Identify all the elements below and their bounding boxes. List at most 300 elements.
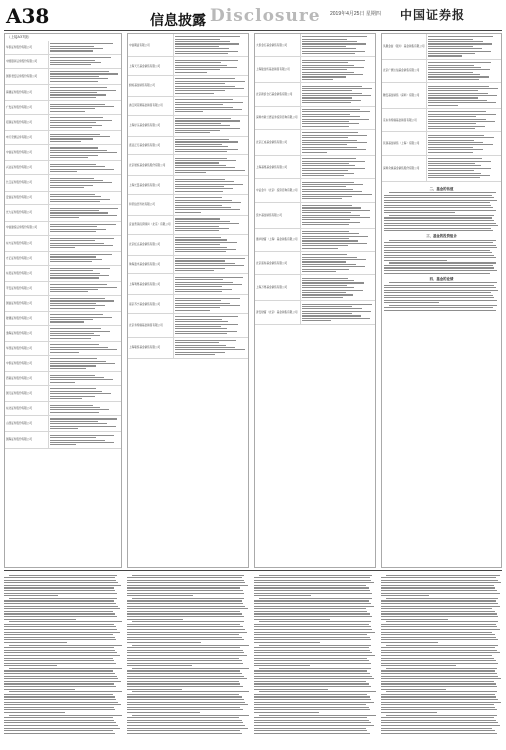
agency-name: 中泰证券股份有限公司 [5, 356, 49, 371]
agency-contact-info [49, 192, 121, 205]
text-line [9, 598, 118, 599]
text-line [386, 715, 497, 716]
text-line [381, 642, 438, 643]
text-line [175, 263, 235, 264]
text-line [50, 106, 114, 107]
agency-name: 诺亚正行基金销售有限公司 [128, 137, 174, 155]
text-line [175, 65, 228, 66]
text-line [4, 683, 114, 684]
text-line [386, 598, 499, 599]
text-line [9, 645, 122, 646]
agency-contact-info [49, 145, 121, 160]
section-title-en: Disclosure [210, 6, 321, 26]
text-line [302, 186, 347, 187]
text-line [50, 152, 116, 153]
text-line [50, 287, 116, 288]
text-line [50, 284, 107, 285]
text-line [428, 48, 482, 49]
section-heading: 四、基金的业绩 [429, 276, 454, 281]
text-line [175, 258, 245, 259]
text-line [428, 90, 478, 91]
text-line [50, 238, 114, 239]
text-line [254, 681, 366, 682]
agency-contact-info [49, 282, 121, 295]
text-line [175, 279, 224, 280]
text-line [4, 637, 115, 638]
text-line [50, 328, 101, 329]
text-line [254, 663, 371, 664]
text-line [254, 650, 370, 651]
text-line [50, 196, 101, 197]
text-line [428, 126, 485, 127]
text-line [302, 74, 364, 75]
text-line [302, 231, 350, 232]
text-line [386, 575, 500, 576]
agency-name: 北京虹点基金销售有限公司 [128, 235, 174, 255]
text-line [50, 199, 110, 200]
text-line [302, 217, 370, 218]
text-line [384, 200, 497, 201]
text-line [428, 43, 492, 44]
text-line [302, 41, 357, 42]
text-line [50, 166, 105, 167]
text-line [127, 652, 244, 653]
text-line [381, 665, 456, 666]
agency-contact-info [174, 274, 248, 294]
text-line [50, 212, 108, 213]
text-line [302, 72, 354, 73]
text-line [302, 278, 348, 279]
text-line [175, 340, 237, 341]
text-line [428, 55, 462, 56]
text-line [381, 603, 498, 604]
text-line [4, 712, 65, 713]
text-line [428, 168, 490, 169]
agency-name: 深圳市新兰德证券投资咨询有限公司 [255, 107, 301, 129]
text-line [175, 316, 239, 317]
text-line [302, 240, 358, 241]
text-line [254, 580, 371, 581]
text-line [175, 132, 210, 133]
text-line [254, 629, 372, 630]
agency-name: 国信证券股份有限公司 [5, 296, 49, 311]
text-line [381, 624, 496, 625]
text-line [4, 707, 114, 708]
agency-row [5, 69, 121, 85]
agency-name: 大泰金石基金销售有限公司 [255, 34, 301, 56]
text-line [254, 619, 330, 620]
text-line [50, 194, 95, 195]
agency-name: 南京苏宁基金销售有限公司 [128, 295, 174, 313]
text-line [175, 342, 220, 343]
text-line [50, 268, 109, 269]
text-line [132, 598, 244, 599]
agency-contact-info [427, 34, 501, 59]
agency-name: 北京广源达信基金销售有限公司 [382, 60, 427, 82]
text-line [127, 694, 239, 695]
text-line [50, 164, 96, 165]
text-line [302, 243, 368, 244]
text-line [254, 595, 311, 596]
agency-row [382, 109, 501, 132]
agency-row [128, 314, 248, 337]
text-line [175, 223, 239, 224]
agency-row [5, 115, 121, 131]
agency-row [5, 402, 121, 416]
text-line [50, 363, 115, 364]
agency-name: 珠海盈米基金销售有限公司 [128, 256, 174, 274]
text-line [175, 93, 215, 94]
text-line [302, 53, 356, 54]
text-line [4, 590, 115, 591]
text-line [4, 606, 118, 607]
text-line [384, 290, 498, 291]
text-line [127, 730, 240, 731]
agency-contact-info [427, 156, 501, 181]
text-line [428, 67, 480, 68]
text-line [127, 619, 183, 620]
text-line [302, 137, 348, 138]
text-line [175, 111, 203, 112]
agency-contact-info [49, 416, 121, 431]
agency-name: 招商证券股份有限公司 [5, 115, 49, 130]
text-line [50, 243, 104, 244]
text-line [381, 585, 494, 586]
text-line [254, 652, 372, 653]
text-line [50, 426, 116, 427]
text-line [50, 247, 75, 248]
text-line [127, 707, 240, 708]
text-line [9, 691, 122, 692]
text-line [4, 728, 120, 729]
text-line [127, 712, 200, 713]
text-line [175, 125, 231, 126]
text-line [175, 352, 226, 353]
text-line [381, 704, 494, 705]
text-line [4, 619, 76, 620]
text-line [132, 575, 244, 576]
text-line [127, 686, 243, 687]
text-line [50, 254, 112, 255]
text-line [428, 177, 480, 178]
text-line [127, 650, 243, 651]
text-line [302, 261, 347, 262]
text-line [50, 421, 98, 422]
text-line [50, 407, 100, 408]
text-line [127, 683, 240, 684]
text-line [302, 198, 343, 199]
text-line [254, 676, 372, 677]
text-line [384, 247, 497, 248]
text-line [4, 699, 116, 700]
text-line [302, 271, 336, 272]
agency-contact-info [49, 266, 121, 281]
text-line [50, 46, 94, 47]
text-line [254, 658, 367, 659]
agency-row [255, 57, 375, 83]
text-line [175, 333, 227, 334]
agency-contact-info [174, 216, 248, 234]
text-line [175, 205, 222, 206]
agency-row [382, 34, 501, 60]
text-line [4, 709, 115, 710]
page-header [0, 0, 506, 30]
text-line [127, 670, 240, 671]
text-line [381, 702, 501, 703]
agency-row [128, 76, 248, 97]
text-line [381, 699, 498, 700]
text-line [4, 642, 67, 643]
text-line [50, 122, 95, 123]
text-line [175, 179, 225, 180]
text-line [4, 717, 113, 718]
text-line [302, 100, 361, 101]
text-line [4, 634, 113, 635]
text-line [175, 62, 221, 63]
text-line [384, 307, 493, 308]
agency-row [5, 432, 121, 448]
text-line [302, 142, 367, 143]
agency-name: 长江证券股份有限公司 [5, 175, 49, 190]
text-line [175, 197, 223, 198]
text-line [50, 256, 95, 257]
text-line [50, 440, 105, 441]
text-line [127, 600, 242, 601]
agency-contact-info [301, 252, 375, 274]
text-line [127, 608, 248, 609]
text-line [381, 678, 501, 679]
text-line [302, 259, 366, 260]
text-line [175, 41, 230, 42]
text-line [50, 182, 112, 183]
agency-contact-info [49, 41, 121, 54]
text-line [384, 225, 498, 226]
agency-row [128, 338, 248, 359]
text-line [302, 161, 366, 162]
text-line [384, 255, 494, 256]
agency-row [255, 107, 375, 130]
text-line [50, 217, 79, 218]
text-line [381, 717, 494, 718]
agency-contact-info [301, 275, 375, 300]
text-line [50, 231, 96, 232]
text-line [381, 728, 492, 729]
agency-row [255, 275, 375, 301]
text-line [254, 616, 372, 617]
agency-name: 深圳众禄基金销售股份有限公司 [382, 156, 427, 181]
text-line [384, 297, 494, 298]
text-line [50, 90, 116, 91]
text-line [50, 409, 109, 410]
text-line [302, 62, 348, 63]
text-line [175, 118, 231, 119]
text-line [50, 375, 95, 376]
text-line [381, 725, 500, 726]
text-line [175, 209, 241, 210]
text-line [50, 305, 105, 306]
agency-name: 浙江同花顺基金销售有限公司 [128, 97, 174, 115]
text-line [302, 285, 348, 286]
text-line [50, 215, 117, 216]
text-line [127, 720, 242, 721]
header-rule [4, 30, 502, 31]
agency-row [5, 161, 121, 175]
text-line [381, 613, 497, 614]
agency-contact-info [301, 179, 375, 201]
agency-row [128, 116, 248, 137]
text-line [254, 593, 372, 594]
agency-row [128, 256, 248, 275]
agency-name: 中证金牛（北京）投资咨询有限公司 [255, 179, 301, 201]
text-line [254, 603, 371, 604]
text-line [50, 120, 112, 121]
text-line [4, 603, 116, 604]
text-line [302, 60, 365, 61]
text-line [175, 99, 234, 100]
agency-table-col4 [381, 33, 502, 568]
agency-row [382, 132, 501, 155]
text-line [175, 349, 245, 350]
text-line [4, 689, 75, 690]
text-line [254, 696, 370, 697]
text-line [384, 202, 490, 203]
text-line [50, 358, 97, 359]
text-line [381, 670, 495, 671]
text-line [175, 53, 229, 54]
text-line [50, 127, 92, 128]
agency-contact-info [49, 69, 121, 84]
text-line [381, 580, 498, 581]
text-line [175, 141, 239, 142]
agency-name: 凤凰金信（银川）基金销售有限公司 [382, 34, 427, 59]
text-line [4, 655, 120, 656]
text-line [50, 87, 107, 88]
text-line [50, 317, 112, 318]
agency-row [255, 203, 375, 229]
text-line [50, 393, 111, 394]
agency-contact-info [49, 85, 121, 100]
text-line [384, 195, 492, 196]
text-line [302, 290, 364, 291]
text-line [428, 46, 473, 47]
text-line [384, 230, 493, 231]
text-line [175, 90, 225, 91]
text-line [132, 715, 249, 716]
text-line [50, 73, 118, 74]
agency-name: 蚂蚁基金销售有限公司 [128, 76, 174, 96]
page-number: A38 [6, 4, 50, 28]
agency-contact-info [301, 57, 375, 82]
text-line [50, 138, 93, 139]
text-line [381, 663, 498, 664]
text-line [381, 673, 497, 674]
text-line [428, 102, 496, 103]
text-line [50, 201, 100, 202]
text-column-2 [127, 573, 249, 746]
text-line [254, 689, 328, 690]
agency-row [5, 296, 121, 312]
text-line [254, 582, 374, 583]
text-line [302, 36, 367, 37]
agency-contact-info [49, 161, 121, 174]
agency-row [128, 57, 248, 76]
agency-name: 方正证券股份有限公司 [5, 252, 49, 265]
agency-row [5, 41, 121, 55]
text-line [9, 575, 118, 576]
text-line [254, 733, 370, 734]
text-line [4, 670, 113, 671]
text-line [302, 219, 351, 220]
text-line [50, 169, 114, 170]
text-line [50, 273, 100, 274]
text-line [381, 616, 498, 617]
agency-contact-info [301, 130, 375, 155]
agency-row [5, 356, 121, 372]
text-line [428, 86, 488, 87]
text-line [50, 150, 107, 151]
text-line [428, 65, 474, 66]
agency-contact-info [49, 55, 121, 68]
text-line [127, 704, 248, 705]
agency-contact-info [427, 132, 501, 154]
text-line [302, 165, 356, 166]
text-line [175, 170, 245, 171]
agency-name: 广发证券股份有限公司 [5, 101, 49, 114]
text-line [127, 660, 242, 661]
text-line [50, 134, 100, 135]
text-line [302, 90, 353, 91]
text-line [4, 725, 118, 726]
text-line [50, 185, 93, 186]
text-line [302, 95, 372, 96]
text-line [302, 158, 356, 159]
text-line [302, 140, 358, 141]
text-line [302, 313, 352, 314]
text-line [175, 36, 240, 37]
text-line [302, 175, 345, 176]
text-line [175, 167, 236, 168]
text-line [50, 321, 84, 322]
agency-contact-info [49, 101, 121, 114]
text-line [381, 619, 448, 620]
text-line [175, 188, 234, 189]
text-line [4, 663, 116, 664]
mid-rule [4, 570, 502, 571]
text-line [132, 621, 244, 622]
text-line [302, 152, 327, 153]
text-line [175, 268, 225, 269]
text-line [127, 624, 240, 625]
text-line [127, 582, 245, 583]
text-line [254, 634, 367, 635]
text-line [175, 144, 222, 145]
text-line [302, 116, 360, 117]
issue-date: 2019年4月25日 星期四 [330, 11, 381, 17]
text-line [428, 100, 487, 101]
text-line [428, 175, 490, 176]
text-line [254, 720, 369, 721]
text-line [302, 222, 360, 223]
agency-contact-info [174, 338, 248, 358]
agency-contact-info [301, 156, 375, 178]
text-line [302, 212, 351, 213]
text-line [50, 178, 94, 179]
text-line [428, 161, 491, 162]
text-line [175, 60, 238, 61]
text-line [127, 632, 247, 633]
text-line [50, 187, 84, 188]
agency-table-col3 [254, 33, 376, 568]
